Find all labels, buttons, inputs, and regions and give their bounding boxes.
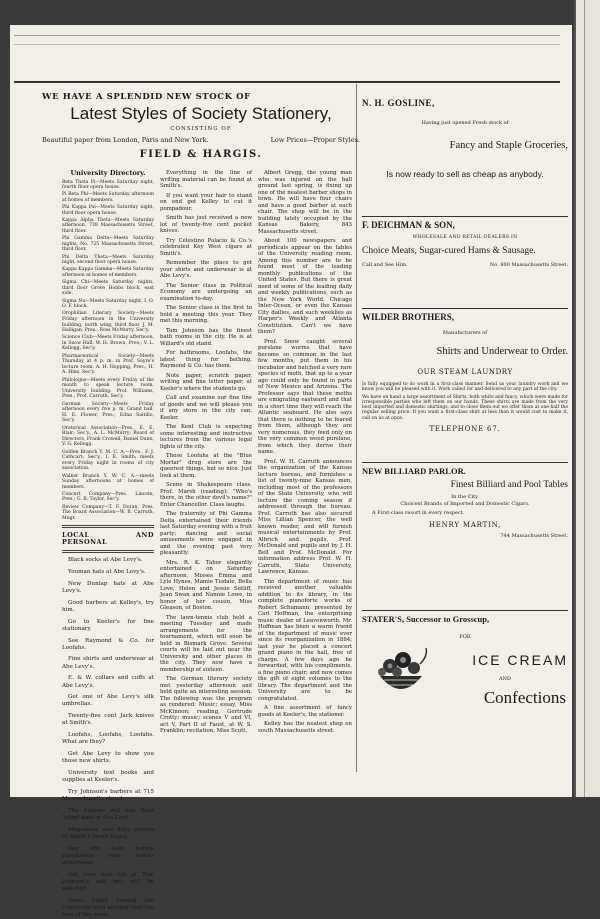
news-paragraph: Albert Gregg, the young man who was injured on the ball ground last spring, is fixing up one of the neatest barber shops in town. He will have four chairs and have a good barber at each chair. The shop will be in the building lately occupied by the Kansas Bakery, 843 Massachusetts street. (258, 170, 352, 235)
stater-ice-cream: ICE CREAM (472, 652, 568, 668)
local-item: Fine shirts and underwear at Abe Levy's. (62, 656, 154, 670)
local-item: Try Johnson's barbers at 715 Massachusetts street. (62, 788, 154, 803)
wilder-text2: We have on hand a large assortment of Shirts, both white and fancy, which were made for irresponsible parties who left them on our hands. These shirts are made from the very best imported and domestic shirtings, and to close them out we offer them at one-half the regular selling price. If you want a first-class shirt at less than it would cost to make it, call on us at once. (362, 394, 568, 421)
deichman-sub: WHOLESALE AND RETAIL DEALERS IN (412, 235, 518, 240)
wilder-laundry: OUR STEAM LAUNDRY (417, 368, 513, 376)
section-rule (62, 550, 154, 553)
wilder-sub: Manufacturers of (442, 330, 488, 336)
news-paragraph: Scene in Shakespeare class. Prof. Marsh (reading): "Who's there, in the other devil's name?" Enter Chancellor. Class laughs. (160, 482, 252, 508)
directory-item: Science Club—Meets Friday afternoon, in Snow Hall. W. H. Brown, Pres.; V. L. Kellogg, Sec'y. (62, 335, 154, 352)
adjacent-page-edge (574, 0, 600, 797)
news-paragraph: Everything in the line of writing material can be found at Smith's. (160, 170, 252, 189)
directory-list (62, 180, 154, 522)
directory-item: Sigma Nu—Meets Saturday night, I. O. O. F. block. (62, 298, 154, 310)
column-divider (356, 84, 357, 772)
local-item: New Dunlap hats at Abe Levy's. (62, 580, 154, 595)
ad-detail-right: Low Prices—Proper Styles. (270, 136, 360, 144)
directory-item: Oratorical Association—Pres., E. E. Blair; Sec'y., A. L. McMurry; Board of Directors, Frank Crowell, Daniel Dunn, V. G. Kellogg. (62, 425, 154, 448)
stater-confections: Confections (483, 688, 566, 707)
news-paragraph: The fraternity of Phi Gamma Delta entertained their friends last Saturday evening with a fruit party; dancing and social amusements were engaged in and the evening past very pleasantly. (160, 511, 252, 556)
news-paragraph: If you want your hair to stand on end get Kelley to cut it pompadour. (160, 192, 252, 212)
news-paragraph: The Kent Club is expecting some interesting and instructive lectures from the various legal lights of the city. (160, 424, 252, 450)
directory-item: Sigma Chi—Meets Saturday nights, third floor Grove Hobbs block, east side. (62, 280, 154, 297)
directory-item: Pharmaceutical Society—Meets Thursday at 4 p. m. in Prof. Sayre's lecture room. A. H. Hopping, Pres.; H. A. Hinz, Sec'y. (62, 353, 154, 376)
billiard-line2: Choicest Brands of Imported and Domestic Cigars. (400, 501, 530, 507)
local-item: Amos Plank fawned the University with another visit the first of the week. (62, 897, 155, 919)
news-paragraph: Note paper, scratch paper, writing and fine letter paper, at Keeler's where the students go. (160, 372, 252, 392)
wilder-name: WILDER BROTHERS, (362, 312, 455, 322)
news-paragraph: The lawn-tennis club held a meeting Tuesday and made arrangements for the tournament, which will soon be held in Bismark Grove. Several courts will be laid out near the University and other places in the city. They now have a membership of sixteen. (160, 614, 252, 673)
gosline-goods: Fancy and Staple Groceries, (449, 140, 568, 151)
wilder-text1: Is fully equipped to do work in a first-class manner. Send us your laundry work and we know you will be pleased with it. Work called for and delivered to any part of the city. (362, 382, 568, 393)
directory-item: Phi Delta Theta—Meets Saturday night, second floor opera house. (62, 254, 154, 266)
local-item: Magazines and daily papers at Smith's News Depot. (62, 826, 154, 840)
news-paragraph: Call and examine our fine line of goods and we will please you if any store in the city can. Keeler. (160, 395, 252, 421)
section-rule (62, 525, 154, 528)
ad-separator (362, 216, 568, 217)
directory-title: University Directory. (70, 169, 146, 177)
billiard-address: 744 Massachusetts Street. (500, 533, 568, 539)
local-item: Get Abe Levy to show you those new shirts. (62, 751, 154, 765)
deichman-goods: Choice Meats, Sugar-cured Hams & Sausage. (362, 246, 536, 256)
local-item: University text books and supplies at Keeler's. (62, 769, 154, 784)
news-paragraph: Smith has just received a new lot of twenty-five cent pocket knives. (160, 215, 252, 234)
local-items (62, 557, 154, 919)
news-paragraph: Prof. Snow caught several purslane worms that have become so common in the last few months, put them in his incubator and hatched a very rare species of moth, that up to a year ago could only be found in parts of New Mexico and Arizona. The Professor says that these moths are emigrating eastward and that in a short time they will reach the Atlantic seaboard. He also says that there is nothing to be feared from them, although they are very numerous, they feed only on the very common weed purslane, from which they derive their name. (258, 338, 352, 455)
news-paragraph: The Senior class is the first to hold a meeting this year. They met this morning. (160, 305, 252, 324)
local-item: The Seniors will buy their "plug" hats of Abe Levy. (62, 807, 154, 821)
news-paragraph: Kelley has the neatest shop on south Massachusetts street. (258, 721, 352, 734)
local-item: Black socks at Abe Levy's. (68, 557, 143, 564)
deichman-footer (362, 262, 568, 268)
stater-for: FOR (459, 634, 471, 640)
directory-item: Philologus—Meets every Friday of the month to speak lecture room, University building. Prof. Williams, Pres.; Prof. Carruth, Sec'y. (62, 377, 154, 400)
billiard-owner: HENRY MARTIN, (428, 521, 502, 529)
news-paragraph: Tom Johnson has the finest bath rooms in the city. He is at Willard's old stand. (160, 327, 252, 347)
directory-item: Review Company—T. F. Doran, Pres. The Board Association—W. B. Carruth, Mngr. (62, 504, 154, 521)
gosline-name: N. H. GOSLINE, (362, 98, 435, 108)
local-item: Loofahs, Loofahs, Loofahs. What are they? (62, 732, 154, 746)
directory-item: Kappa Alpha Theta—Meets Saturday afternoon, 738 Massachusetts Street, third floor. (62, 217, 154, 235)
billiard-goods: Finest Billiard and Pool Tables (450, 480, 568, 490)
local-item: E. & W. collars and cuffs at Abe Levy's. (62, 675, 154, 689)
ad-signature: FIELD & HARGIS. (139, 149, 263, 160)
news-paragraph: Try Celestino Palacio & Co.'s celebrated Key West cigars at Smith's. (160, 237, 252, 257)
directory-item: Pi Beta Phi—Meets Saturday afternoon at homes of members. (62, 192, 154, 203)
directory-item: Walker Branch Y. W. C. A.—meets Sunday afternoons at homes of members. (62, 473, 154, 490)
news-paragraph: About 100 newspapers and periodicals appear on the tables of the University reading room. Among this number are to be found most of the leading monthly publications of the United States. But there is great need of some of the leading daily and weekly publications, such as the New York World, Chicago Inter-Ocean, or even the Kansas City dailies, and such weeklies as Harper's Weekly and Atlanta Constitution. Can't we have them? (258, 238, 352, 335)
deichman-name: F. DEICHMAN & SON, (362, 220, 455, 230)
directory-item: German Society—Meets Friday afternoon every five p. m. Grand hall. H. E. Flower, Pres.; Edna Saltillo, Sec'y. (62, 401, 154, 424)
news-paragraph: The Senior class in Political Economy are undergoing an examination to-day. (160, 282, 252, 302)
directory-item: Beta Theta Pi—Meets Saturday night, fourth floor opera house. (62, 179, 154, 191)
wilder-ad (362, 312, 568, 433)
directory-item: Orophilian Literary Society—Meets Friday afternoon in the University building, north wing, third floor. J. M. Halligan, Pres.; Ross McMurry, Sec'y. (62, 311, 154, 334)
deichman-call: Call and See Him. (362, 262, 408, 268)
news-paragraph: Remember the place to get your shirts and underwear is at Abe Levy's. (160, 260, 252, 279)
news-paragraph: A fine assortment of fancy goods at Keeler's, the stationer. (258, 705, 352, 718)
directory-item: Phi Kappa Psi—Meets Saturday night, third floor opera house. (62, 205, 154, 216)
local-item: Good barbers at Kelley's, try him. (62, 599, 154, 613)
top-border (14, 35, 560, 83)
stater-ad (362, 614, 568, 752)
billiard-name: NEW BILLIARD PARLOR. (362, 466, 466, 476)
news-paragraph: The German literary society met yesterday afternoon and held quite an interesting session. The following was the program as rendered: Music; essay, Miss McKinnon; reading, Gertrude Crotty; music; scenes V and VI, act V, Part II of Faust, at W. S. Franklin; recitation, Miss Scott. (160, 676, 252, 734)
directory-item: Kappa Kappa Gamma—Meets Saturday afternoon at homes of members. (62, 267, 154, 278)
deichman-address: No. 800 Massachusetts Street. (489, 262, 568, 268)
directory-item: Concert Company—Pres. Lincoln, Pres.; G. R. Taylor, Sec'y. (62, 491, 154, 503)
wilder-goods: Shirts and Underwear to Order. (436, 346, 568, 357)
news-paragraph: For bathrooms, Loofahs, the latest thing for bathing. Raymond & Co. has them. (160, 350, 252, 369)
billiard-ad (362, 466, 568, 539)
gosline-tagline: Is now ready to sell as cheap as anybody. (386, 169, 544, 179)
billiard-line3: A First-class resort in every respect. (372, 510, 465, 516)
column-directory (62, 169, 155, 919)
flower-basket-icon (370, 642, 432, 704)
billiard-line1: In the City. (451, 494, 479, 500)
ad-consisting: CONSISTING OF (170, 126, 232, 132)
news-paragraph: Those Loofahs at the "Blue Mortar" drug store are the queerest things, but so nice. Just look at them. (160, 453, 252, 479)
gosline-sub: Having just opened Fresh stock of (421, 120, 509, 126)
directory-item: Phi Gamma Delta—Meets Saturday nights, No. 725 Massachusetts Street, third floor. (62, 236, 154, 253)
directory-item: Golden Branch Y. M. C. A.—Pres., F. J. Cathcart; Sec'y., I. E. Smith; meets every Friday night in rooms of city association. (62, 449, 154, 472)
ad-detail-left: Beautiful paper from London, Paris and New York. (42, 136, 209, 144)
ad-headline: Latest Styles of Society Stationery, (70, 104, 332, 123)
deichman-ad (362, 220, 568, 268)
local-item: Go to Keeler's for fine stationary. (62, 618, 154, 632)
ad-intro: WE HAVE A SPLENDID NEW STOCK OF (42, 92, 251, 102)
column-2 (160, 170, 252, 768)
news-paragraph: Prof. W. H. Carruth announces the organization of the Kansas lecture bureau, and furnishes a list of twenty-nine Kansas men, including most of the professors of the State University, who will lecture the coming season if addressed through the bureau. Prof. Carruth has also secured Miss Lillian Spencer, the well known reader, and will furnish musical entertainments by Prof. Albrich and pupils, Prof. McDonald and pupils and by J. H. Bell and Prof. McDonald. For information address Prof. W. H. Carruth, State University, Lawrence, Kansas. (258, 458, 352, 575)
gosline-ad (362, 98, 568, 179)
local-item: Twenty-five cent Jack knives at Smith's. (62, 713, 154, 727)
column-3 (258, 170, 352, 768)
local-item: Get one of Abe Levy's silk umbrellas. (62, 694, 154, 708)
local-item: Youman hats at Abe Levy's. (68, 569, 146, 576)
local-item: Get your hair cut at Tom Johnson's and you will be satisfied. (62, 871, 154, 893)
stater-name: STATER'S, Successor to Grosscup, (362, 614, 490, 624)
news-paragraph: The department of music has received another valuable addition to its library, in the complete pianoforte works of Robert Schumann, presented by Carl Hoffman, the enterprising music dealer of Leavenworth. Mr. Hoffman has been a warm friend of the department of music ever since its reorganization in 1884; last year he placed a concert grand piano in the hall, free of charge. A few days ago he forwarded, with his compliments, a fine piano chair; and now comes the gift of eight volumes to the library. The department and the University are to be congratulated. (258, 578, 352, 702)
ad-separator (362, 308, 568, 309)
ad-separator (362, 462, 568, 463)
ad-separator (362, 610, 568, 611)
local-title: LOCAL AND PERSONAL (62, 531, 154, 546)
field-hargis-ad (42, 92, 360, 160)
news-paragraph: Mrs. R. K. Tabor elegantly entertained on Saturday afternoon, Misses Emma and Lyle Hynes, Mamie Tisdale, Bella Love, Helen and Jessie Sutliff, Jean Swan and Nannie Lowe, in honor of her cousin, Miss Gleason, of Boston. (160, 559, 252, 611)
local-item: See Abe Levy before purchasing your winter underwear. (62, 845, 154, 866)
ad-details (42, 136, 360, 144)
wilder-phone: TELEPHONE 67. (429, 425, 501, 434)
stater-and: AND (499, 676, 511, 682)
local-item: See Raymond & Co. for Loofahs. (62, 637, 154, 651)
